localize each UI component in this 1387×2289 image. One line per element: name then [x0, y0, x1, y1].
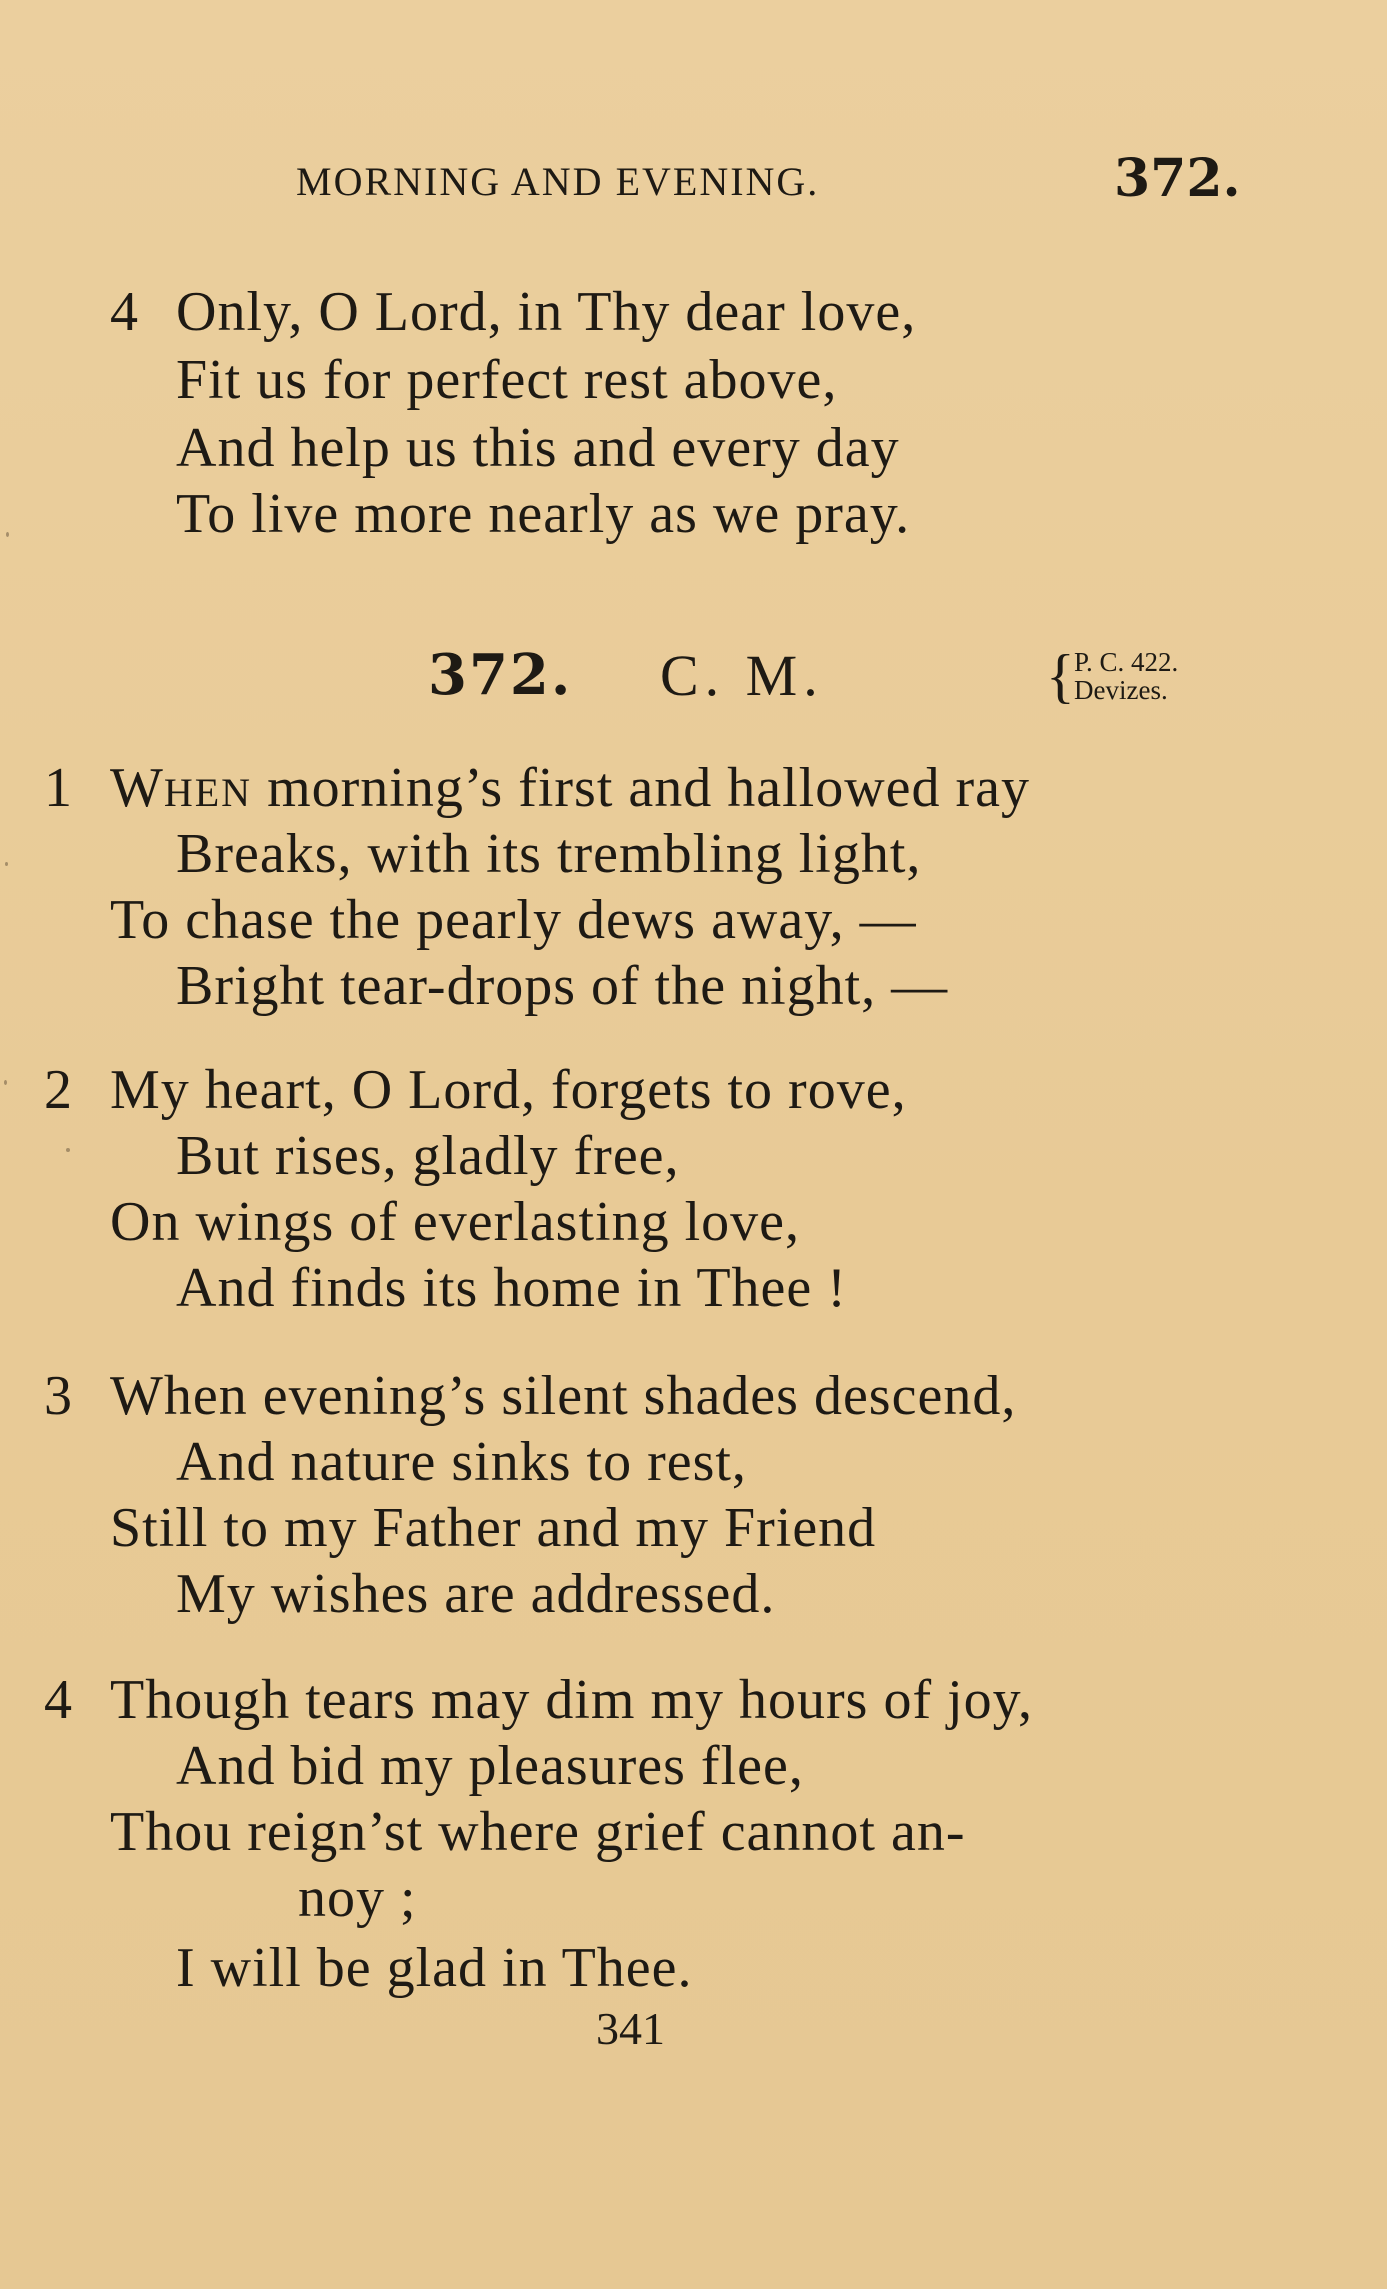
- tune-page-ref: P. C. 422.: [1074, 647, 1179, 677]
- tune-brace: {: [1046, 643, 1075, 709]
- tune-reference: [1074, 648, 1178, 705]
- scan-speck: [66, 1148, 70, 1152]
- hymn-meter: C. M.: [660, 643, 824, 708]
- scan-speck: [6, 532, 9, 537]
- stanza-line: When evening’s silent shades descend,: [110, 1365, 1017, 1427]
- hymn-number: 372.: [428, 642, 573, 708]
- stanza-line: Bright tear-drops of the night, —: [176, 955, 949, 1017]
- line-text: morning’s first and hallowed ray: [252, 757, 1031, 819]
- stanza-line: [110, 757, 1031, 819]
- stanza-number: 3: [44, 1365, 72, 1427]
- stanza-line: noy ;: [298, 1867, 417, 1929]
- stanza-number: 4: [110, 281, 138, 343]
- stanza-line: Still to my Father and my Friend: [110, 1497, 877, 1559]
- tune-name: Devizes.: [1074, 675, 1168, 706]
- scan-speck: [5, 862, 8, 866]
- stanza-line: On wings of everlasting love,: [110, 1191, 800, 1253]
- stanza-line: My wishes are addressed.: [176, 1563, 776, 1625]
- header-hymn-number: 372.: [1114, 148, 1241, 209]
- stanza-number: 1: [44, 757, 72, 819]
- stanza-line: I will be glad in Thee.: [176, 1937, 693, 1999]
- stanza-line: Though tears may dim my hours of joy,: [110, 1669, 1034, 1731]
- stanza-line: Thou reign’st where grief cannot an-: [110, 1801, 966, 1863]
- stanza-line: But rises, gladly free,: [176, 1125, 680, 1187]
- running-title: MORNING AND EVENING.: [296, 159, 820, 204]
- stanza-line: My heart, O Lord, forgets to rove,: [110, 1059, 907, 1121]
- small-caps-word: HEN: [163, 770, 253, 815]
- stanza-line: And bid my pleasures flee,: [176, 1735, 804, 1797]
- stanza-line: And help us this and every day: [176, 417, 900, 479]
- stanza-line: To live more nearly as we pray.: [176, 483, 911, 545]
- stanza-line: To chase the pearly dews away, —: [110, 889, 917, 951]
- stanza-number: 4: [44, 1669, 72, 1731]
- scan-speck: [4, 1080, 7, 1085]
- stanza-line: Only, O Lord, in Thy dear love,: [176, 281, 917, 343]
- page-number: 341: [596, 2003, 665, 2054]
- stanza-line: And nature sinks to rest,: [176, 1431, 747, 1493]
- drop-initial: W: [110, 757, 164, 819]
- stanza-line: Fit us for perfect rest above,: [176, 349, 838, 411]
- stanza-line: And finds its home in Thee !: [176, 1257, 847, 1319]
- stanza-line: Breaks, with its trembling light,: [176, 823, 922, 885]
- stanza-number: 2: [44, 1059, 72, 1121]
